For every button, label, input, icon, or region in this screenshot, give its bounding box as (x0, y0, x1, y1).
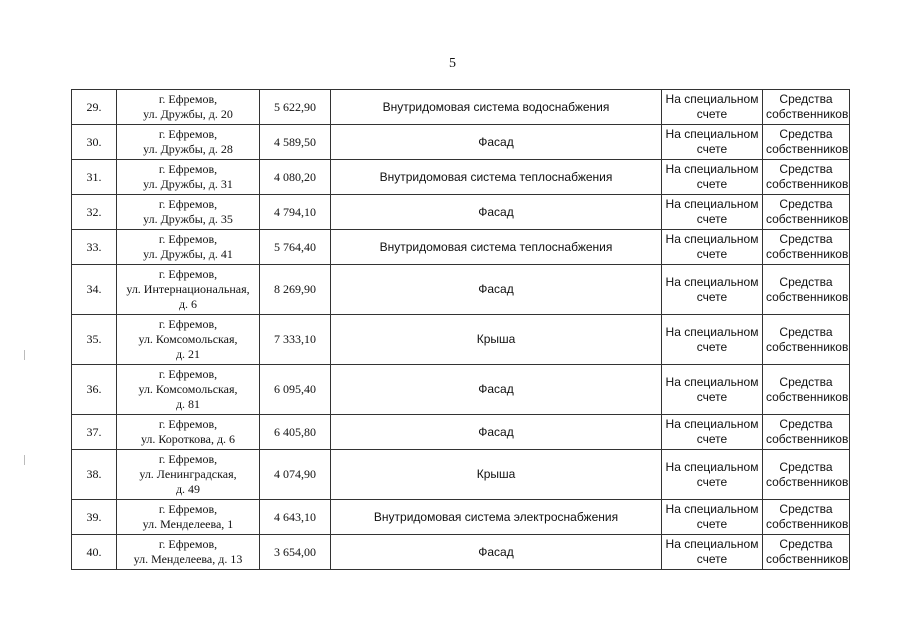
address-cell-line: г. Ефремов, (158, 452, 218, 466)
row-number: 40. (72, 535, 117, 570)
account-cell-line: На специальном (665, 374, 759, 389)
funding-source-cell (763, 415, 850, 450)
row-number: 33. (72, 230, 117, 265)
row-number: 31. (72, 160, 117, 195)
account-cell-line: счете (696, 339, 728, 354)
account-cell (662, 365, 763, 415)
capital-repair-table (71, 89, 850, 570)
address-cell (117, 315, 260, 365)
funding-source-cell (763, 535, 850, 570)
funding-source-cell-line: Средства (779, 92, 833, 106)
account-cell (662, 230, 763, 265)
account-cell (662, 450, 763, 500)
table-row (72, 160, 850, 195)
area-cell: 6 405,80 (260, 415, 331, 450)
funding-source-cell-line: собственников (766, 474, 849, 489)
row-number: 35. (72, 315, 117, 365)
funding-source-cell (763, 195, 850, 230)
funding-source-cell (763, 230, 850, 265)
funding-source-cell-line: Средства (779, 274, 833, 289)
table-row (72, 500, 850, 535)
account-cell-line: счете (696, 177, 728, 191)
account-cell-line: На специальном (665, 232, 759, 246)
account-cell (662, 90, 763, 125)
area-cell: 4 643,10 (260, 500, 331, 535)
account-cell (662, 125, 763, 160)
funding-source-cell (763, 315, 850, 365)
address-cell (117, 450, 260, 500)
funding-source-cell-line: Средства (779, 374, 833, 389)
account-cell-line: счете (696, 289, 728, 304)
account-cell-line: На специальном (665, 502, 759, 516)
table-row (72, 265, 850, 315)
table-row (72, 90, 850, 125)
work-type-cell: Фасад (331, 265, 662, 315)
account-cell-line: На специальном (665, 162, 759, 176)
funding-source-cell-line: собственников (766, 389, 849, 404)
address-cell-line: ул. Ленинградская, (139, 467, 237, 481)
address-cell-line: ул. Интернациональная, (126, 282, 250, 296)
account-cell-line: счете (696, 107, 728, 121)
address-cell (117, 500, 260, 535)
address-cell (117, 365, 260, 415)
address-cell-line: ул. Дружбы, д. 31 (143, 177, 233, 191)
margin-mark (24, 350, 25, 360)
account-cell-line: На специальном (665, 127, 759, 141)
area-cell: 4 794,10 (260, 195, 331, 230)
work-type-cell: Фасад (331, 125, 662, 160)
table-row (72, 535, 850, 570)
funding-source-cell (763, 90, 850, 125)
account-cell-line: На специальном (665, 537, 759, 551)
account-cell-line: счете (696, 247, 728, 261)
table-row (72, 125, 850, 160)
address-cell-line: д. 81 (175, 397, 201, 411)
funding-source-cell-line: собственников (766, 552, 849, 566)
account-cell-line: счете (696, 389, 728, 404)
account-cell (662, 500, 763, 535)
funding-source-cell (763, 125, 850, 160)
account-cell (662, 415, 763, 450)
work-type-cell: Фасад (331, 365, 662, 415)
table-row (72, 365, 850, 415)
account-cell (662, 195, 763, 230)
address-cell-line: г. Ефремов, (158, 162, 218, 176)
work-type-cell: Внутридомовая система теплоснабжения (331, 160, 662, 195)
address-cell-line: г. Ефремов, (158, 502, 218, 516)
funding-source-cell-line: Средства (779, 502, 833, 516)
address-cell-line: ул. Короткова, д. 6 (140, 432, 236, 446)
address-cell (117, 195, 260, 230)
row-number: 39. (72, 500, 117, 535)
address-cell (117, 265, 260, 315)
table-row (72, 230, 850, 265)
funding-source-cell (763, 450, 850, 500)
row-number: 37. (72, 415, 117, 450)
address-cell (117, 415, 260, 450)
area-cell: 8 269,90 (260, 265, 331, 315)
funding-source-cell-line: собственников (766, 142, 849, 156)
address-cell-line: ул. Дружбы, д. 20 (143, 107, 233, 121)
page-number: 5 (449, 56, 456, 71)
row-number: 34. (72, 265, 117, 315)
funding-source-cell-line: Средства (779, 459, 833, 474)
account-cell-line: На специальном (665, 417, 759, 431)
address-cell (117, 535, 260, 570)
funding-source-cell-line: собственников (766, 517, 849, 531)
funding-source-cell (763, 365, 850, 415)
area-cell: 5 764,40 (260, 230, 331, 265)
area-cell: 5 622,90 (260, 90, 331, 125)
funding-source-cell-line: собственников (766, 432, 849, 446)
account-cell-line: На специальном (665, 92, 759, 106)
account-cell (662, 265, 763, 315)
account-cell-line: счете (696, 552, 728, 566)
table-row (72, 195, 850, 230)
funding-source-cell (763, 265, 850, 315)
account-cell-line: счете (696, 432, 728, 446)
area-cell: 4 074,90 (260, 450, 331, 500)
row-number: 38. (72, 450, 117, 500)
address-cell-line: г. Ефремов, (158, 367, 218, 381)
funding-source-cell-line: собственников (766, 212, 849, 226)
row-number: 36. (72, 365, 117, 415)
account-cell-line: На специальном (665, 197, 759, 211)
table-row (72, 315, 850, 365)
address-cell-line: ул. Комсомольская, (138, 332, 238, 346)
address-cell-line: д. 6 (178, 297, 198, 311)
funding-source-cell-line: Средства (779, 162, 833, 176)
row-number: 32. (72, 195, 117, 230)
address-cell-line: ул. Дружбы, д. 35 (143, 212, 233, 226)
address-cell (117, 90, 260, 125)
address-cell-line: г. Ефремов, (158, 232, 218, 246)
address-cell-line: ул. Комсомольская, (138, 382, 238, 396)
row-number: 29. (72, 90, 117, 125)
address-cell (117, 125, 260, 160)
funding-source-cell-line: собственников (766, 339, 849, 354)
address-cell-line: г. Ефремов, (158, 537, 218, 551)
area-cell: 7 333,10 (260, 315, 331, 365)
work-type-cell: Внутридомовая система водоснабжения (331, 90, 662, 125)
account-cell-line: счете (696, 212, 728, 226)
address-cell-line: ул. Дружбы, д. 41 (143, 247, 233, 261)
work-type-cell: Фасад (331, 415, 662, 450)
funding-source-cell-line: Средства (779, 537, 833, 551)
funding-source-cell-line: собственников (766, 289, 849, 304)
account-cell-line: На специальном (665, 459, 759, 474)
funding-source-cell (763, 500, 850, 535)
address-cell-line: г. Ефремов, (158, 317, 218, 331)
account-cell-line: На специальном (665, 324, 759, 339)
work-type-cell: Фасад (331, 535, 662, 570)
address-cell-line: г. Ефремов, (158, 417, 218, 431)
area-cell: 6 095,40 (260, 365, 331, 415)
work-type-cell: Крыша (331, 315, 662, 365)
margin-mark (24, 455, 25, 465)
address-cell-line: г. Ефремов, (158, 267, 218, 281)
address-cell-line: ул. Менделеева, д. 13 (133, 552, 243, 566)
area-cell: 4 080,20 (260, 160, 331, 195)
address-cell-line: д. 21 (175, 347, 201, 361)
funding-source-cell-line: Средства (779, 127, 833, 141)
row-number: 30. (72, 125, 117, 160)
funding-source-cell-line: собственников (766, 247, 849, 261)
address-cell (117, 160, 260, 195)
funding-source-cell-line: собственников (766, 177, 849, 191)
table-row (72, 450, 850, 500)
account-cell (662, 160, 763, 195)
address-cell-line: ул. Менделеева, 1 (142, 517, 234, 531)
account-cell-line: счете (696, 474, 728, 489)
address-cell-line: г. Ефремов, (158, 127, 218, 141)
funding-source-cell-line: Средства (779, 324, 833, 339)
address-cell (117, 230, 260, 265)
account-cell-line: На специальном (665, 274, 759, 289)
address-cell-line: г. Ефремов, (158, 92, 218, 106)
funding-source-cell-line: Средства (779, 197, 833, 211)
funding-source-cell-line: собственников (766, 107, 849, 121)
work-type-cell: Внутридомовая система электроснабжения (331, 500, 662, 535)
address-cell-line: ул. Дружбы, д. 28 (143, 142, 233, 156)
account-cell-line: счете (696, 517, 728, 531)
account-cell (662, 535, 763, 570)
address-cell-line: г. Ефремов, (158, 197, 218, 211)
funding-source-cell (763, 160, 850, 195)
table-row (72, 415, 850, 450)
work-type-cell: Фасад (331, 195, 662, 230)
work-type-cell: Крыша (331, 450, 662, 500)
funding-source-cell-line: Средства (779, 417, 833, 431)
area-cell: 4 589,50 (260, 125, 331, 160)
area-cell: 3 654,00 (260, 535, 331, 570)
address-cell-line: д. 49 (175, 482, 201, 496)
work-type-cell: Внутридомовая система теплоснабжения (331, 230, 662, 265)
account-cell (662, 315, 763, 365)
account-cell-line: счете (696, 142, 728, 156)
funding-source-cell-line: Средства (779, 232, 833, 246)
